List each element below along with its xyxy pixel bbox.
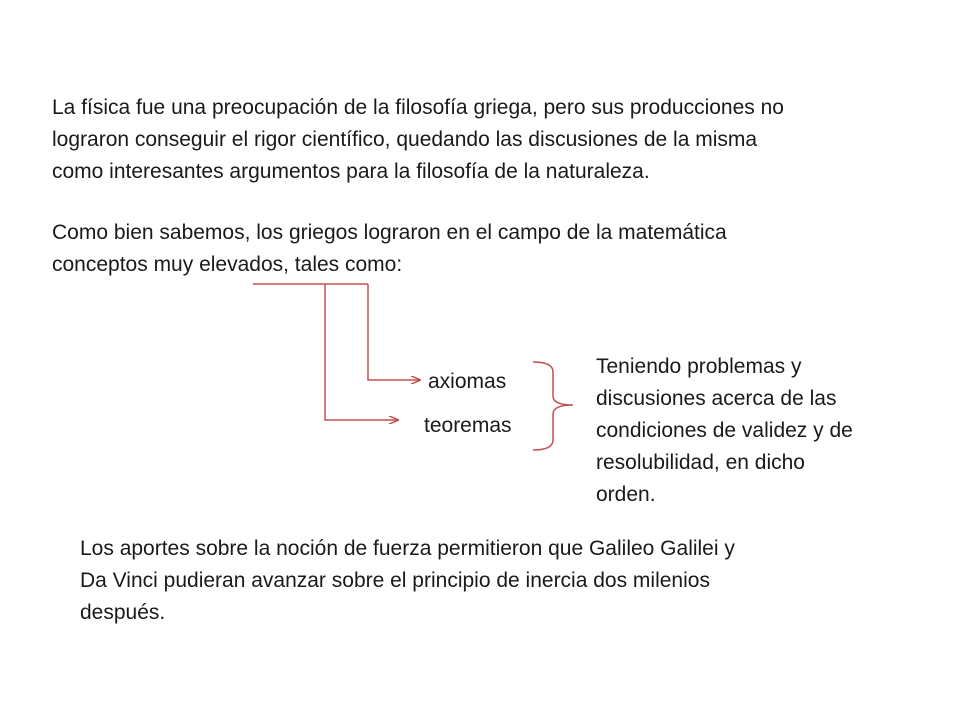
axiomas-label: axiomas <box>428 370 507 393</box>
problems-note: Teniendo problemas y discusiones acerca de las condiciones de validez y de resolubilidad, en dicho orden. <box>596 355 853 506</box>
arrow-to-teoremas <box>325 284 398 420</box>
teoremas-label: teoremas <box>424 414 512 437</box>
math-concepts-paragraph: Como bien sabemos, los griegos lograron en el campo de la matemática conceptos muy elevados, tales como: <box>52 221 727 276</box>
intro-paragraph: La física fue una preocupación de la filosofía griega, pero sus producciones no lograron conseguir el rigor científico, quedando las discusiones de la misma como interesantes argumentos para la filosofía de la naturaleza. <box>52 96 784 183</box>
arrow-to-axiomas <box>368 284 420 380</box>
curly-brace <box>533 362 573 450</box>
contributions-paragraph: Los aportes sobre la noción de fuerza permitieron que Galileo Galilei y Da Vinci pudieran avanzar sobre el principio de inercia dos milenios después. <box>80 537 735 624</box>
